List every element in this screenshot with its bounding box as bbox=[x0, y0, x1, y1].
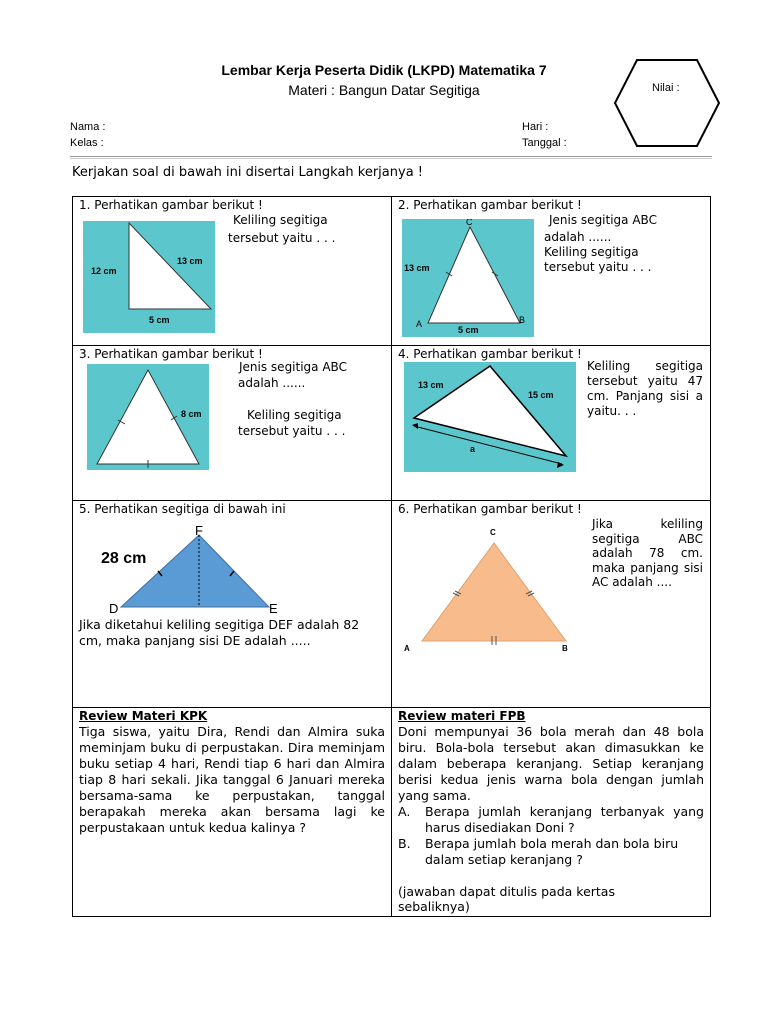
q4-label-13: 13 cm bbox=[418, 380, 444, 390]
header-divider bbox=[70, 156, 712, 157]
score-hexagon bbox=[613, 58, 721, 148]
review-fpb-item-a: Berapa jumlah keranjang terbanyak yang harus disediakan Doni ? bbox=[425, 804, 704, 835]
nama-label: Nama : bbox=[70, 121, 106, 133]
header-divider-2 bbox=[70, 158, 712, 159]
kelas-label: Kelas : bbox=[70, 137, 104, 149]
review-fpb-item-b-marker: B. bbox=[398, 836, 411, 851]
q5-text: Jika diketahui keliling segitiga DEF adalah 82 cm, maka panjang sisi DE adalah ..... bbox=[79, 617, 360, 648]
q6-triangle-abc-figure bbox=[398, 523, 578, 663]
q3-text-line1: Jenis segitiga ABC bbox=[239, 360, 347, 374]
question-grid bbox=[72, 196, 711, 917]
q5-label-28: 28 cm bbox=[101, 550, 147, 567]
q2-label-C: C bbox=[466, 219, 473, 227]
question-1-cell bbox=[73, 197, 392, 346]
q2-label-13: 13 cm bbox=[404, 263, 430, 273]
question-4-cell bbox=[392, 346, 711, 501]
q2-text-line2: adalah ...... bbox=[544, 230, 612, 244]
q6-label-A: A bbox=[404, 644, 410, 653]
q5-label-F: F bbox=[195, 523, 203, 538]
q5-label-E: E bbox=[269, 601, 278, 615]
tanggal-label: Tanggal : bbox=[522, 137, 567, 149]
q5-prompt: 5. Perhatikan segitiga di bawah ini bbox=[79, 502, 286, 516]
q1-label-5: 5 cm bbox=[149, 315, 170, 325]
q3-equilateral-triangle-figure bbox=[87, 364, 209, 470]
q1-prompt: 1. Perhatikan gambar berikut ! bbox=[79, 198, 263, 212]
review-fpb-heading: Review materi FPB bbox=[398, 709, 526, 723]
q6-label-B: B bbox=[562, 644, 568, 653]
q1-text-line2: tersebut yaitu . . . bbox=[228, 231, 336, 245]
review-fpb-item-a-marker: A. bbox=[398, 804, 411, 819]
q2-isosceles-triangle-figure bbox=[402, 219, 534, 337]
review-fpb-cell bbox=[392, 708, 711, 917]
q3-text-line4: tersebut yaitu . . . bbox=[238, 424, 346, 438]
page-subtitle: Materi : Bangun Datar Segitiga bbox=[288, 82, 480, 98]
q6-prompt: 6. Perhatikan gambar berikut ! bbox=[398, 502, 582, 516]
q2-label-A: A bbox=[416, 319, 423, 329]
q2-label-5: 5 cm bbox=[458, 325, 479, 335]
q2-text-line4: tersebut yaitu . . . bbox=[544, 260, 652, 274]
page-title: Lembar Kerja Peserta Didik (LKPD) Matematika 7 bbox=[221, 62, 547, 78]
q4-scalene-triangle-figure bbox=[404, 362, 576, 472]
q5-triangle-def-figure bbox=[97, 519, 287, 615]
q3-text-line3: Keliling segitiga bbox=[247, 408, 342, 422]
q1-label-12: 12 cm bbox=[91, 266, 117, 276]
q5-label-D: D bbox=[109, 601, 119, 615]
q4-label-15: 15 cm bbox=[528, 390, 554, 400]
hari-label: Hari : bbox=[522, 121, 549, 133]
q1-label-13: 13 cm bbox=[177, 256, 203, 266]
instruction-text: Kerjakan soal di bawah ini disertai Langkah kerjanya ! bbox=[72, 165, 424, 180]
q3-text-line2: adalah ...... bbox=[238, 376, 306, 390]
q2-text-line3: Keliling segitiga bbox=[544, 245, 639, 259]
q6-label-C: C bbox=[490, 528, 496, 537]
q2-text-line1: Jenis segitiga ABC bbox=[549, 213, 657, 227]
q4-prompt: 4. Perhatikan gambar berikut ! bbox=[398, 347, 582, 361]
review-kpk-cell bbox=[73, 708, 392, 917]
q1-right-triangle-figure bbox=[83, 221, 215, 333]
q4-label-a: a bbox=[470, 444, 476, 454]
q3-label-8: 8 cm bbox=[181, 409, 202, 419]
review-fpb-note: (jawaban dapat ditulis pada kertas sebaliknya) bbox=[398, 884, 615, 914]
question-5-cell bbox=[73, 501, 392, 708]
q2-label-B: B bbox=[519, 315, 526, 325]
review-fpb-text: Doni mempunyai 36 bola merah dan 48 bola biru. Bola-bola tersebut akan dimasukkan ke dalam beberapa keranjang. Setiap keranjang berisi kedua jenis warna bola dengan jumlah yang sama. bbox=[398, 724, 704, 803]
question-6-cell bbox=[392, 501, 711, 708]
q6-text: Jika keliling segitiga ABC adalah 78 cm. maka panjang sisi AC adalah .... bbox=[592, 517, 703, 589]
q3-prompt: 3. Perhatikan gambar berikut ! bbox=[79, 347, 263, 361]
q2-prompt: 2. Perhatikan gambar berikut ! bbox=[398, 198, 582, 212]
question-3-cell bbox=[73, 346, 392, 501]
q1-text-line1: Keliling segitiga bbox=[233, 213, 328, 227]
review-fpb-item-b: Berapa jumlah bola merah dan bola biru dalam setiap keranjang ? bbox=[425, 836, 679, 867]
review-kpk-heading: Review Materi KPK bbox=[79, 709, 208, 723]
q4-text: Keliling segitiga tersebut yaitu 47 cm. Panjang sisi a yaitu. . . bbox=[587, 359, 703, 418]
review-kpk-text: Tiga siswa, yaitu Dira, Rendi dan Almira suka meminjam buku di perpustakan. Dira meminjam buku setiap 4 hari, Rendi tiap 6 hari dan Almira tiap 8 hari sekali. Jika tanggal 6 Januari mereka bersama-sama ke perpustakan, tanggal berapakah mereka akan bersama lagi ke perpustakaan untuk kedua kalinya ? bbox=[79, 724, 385, 835]
nilai-label: Nilai : bbox=[652, 82, 680, 94]
question-2-cell bbox=[392, 197, 711, 346]
